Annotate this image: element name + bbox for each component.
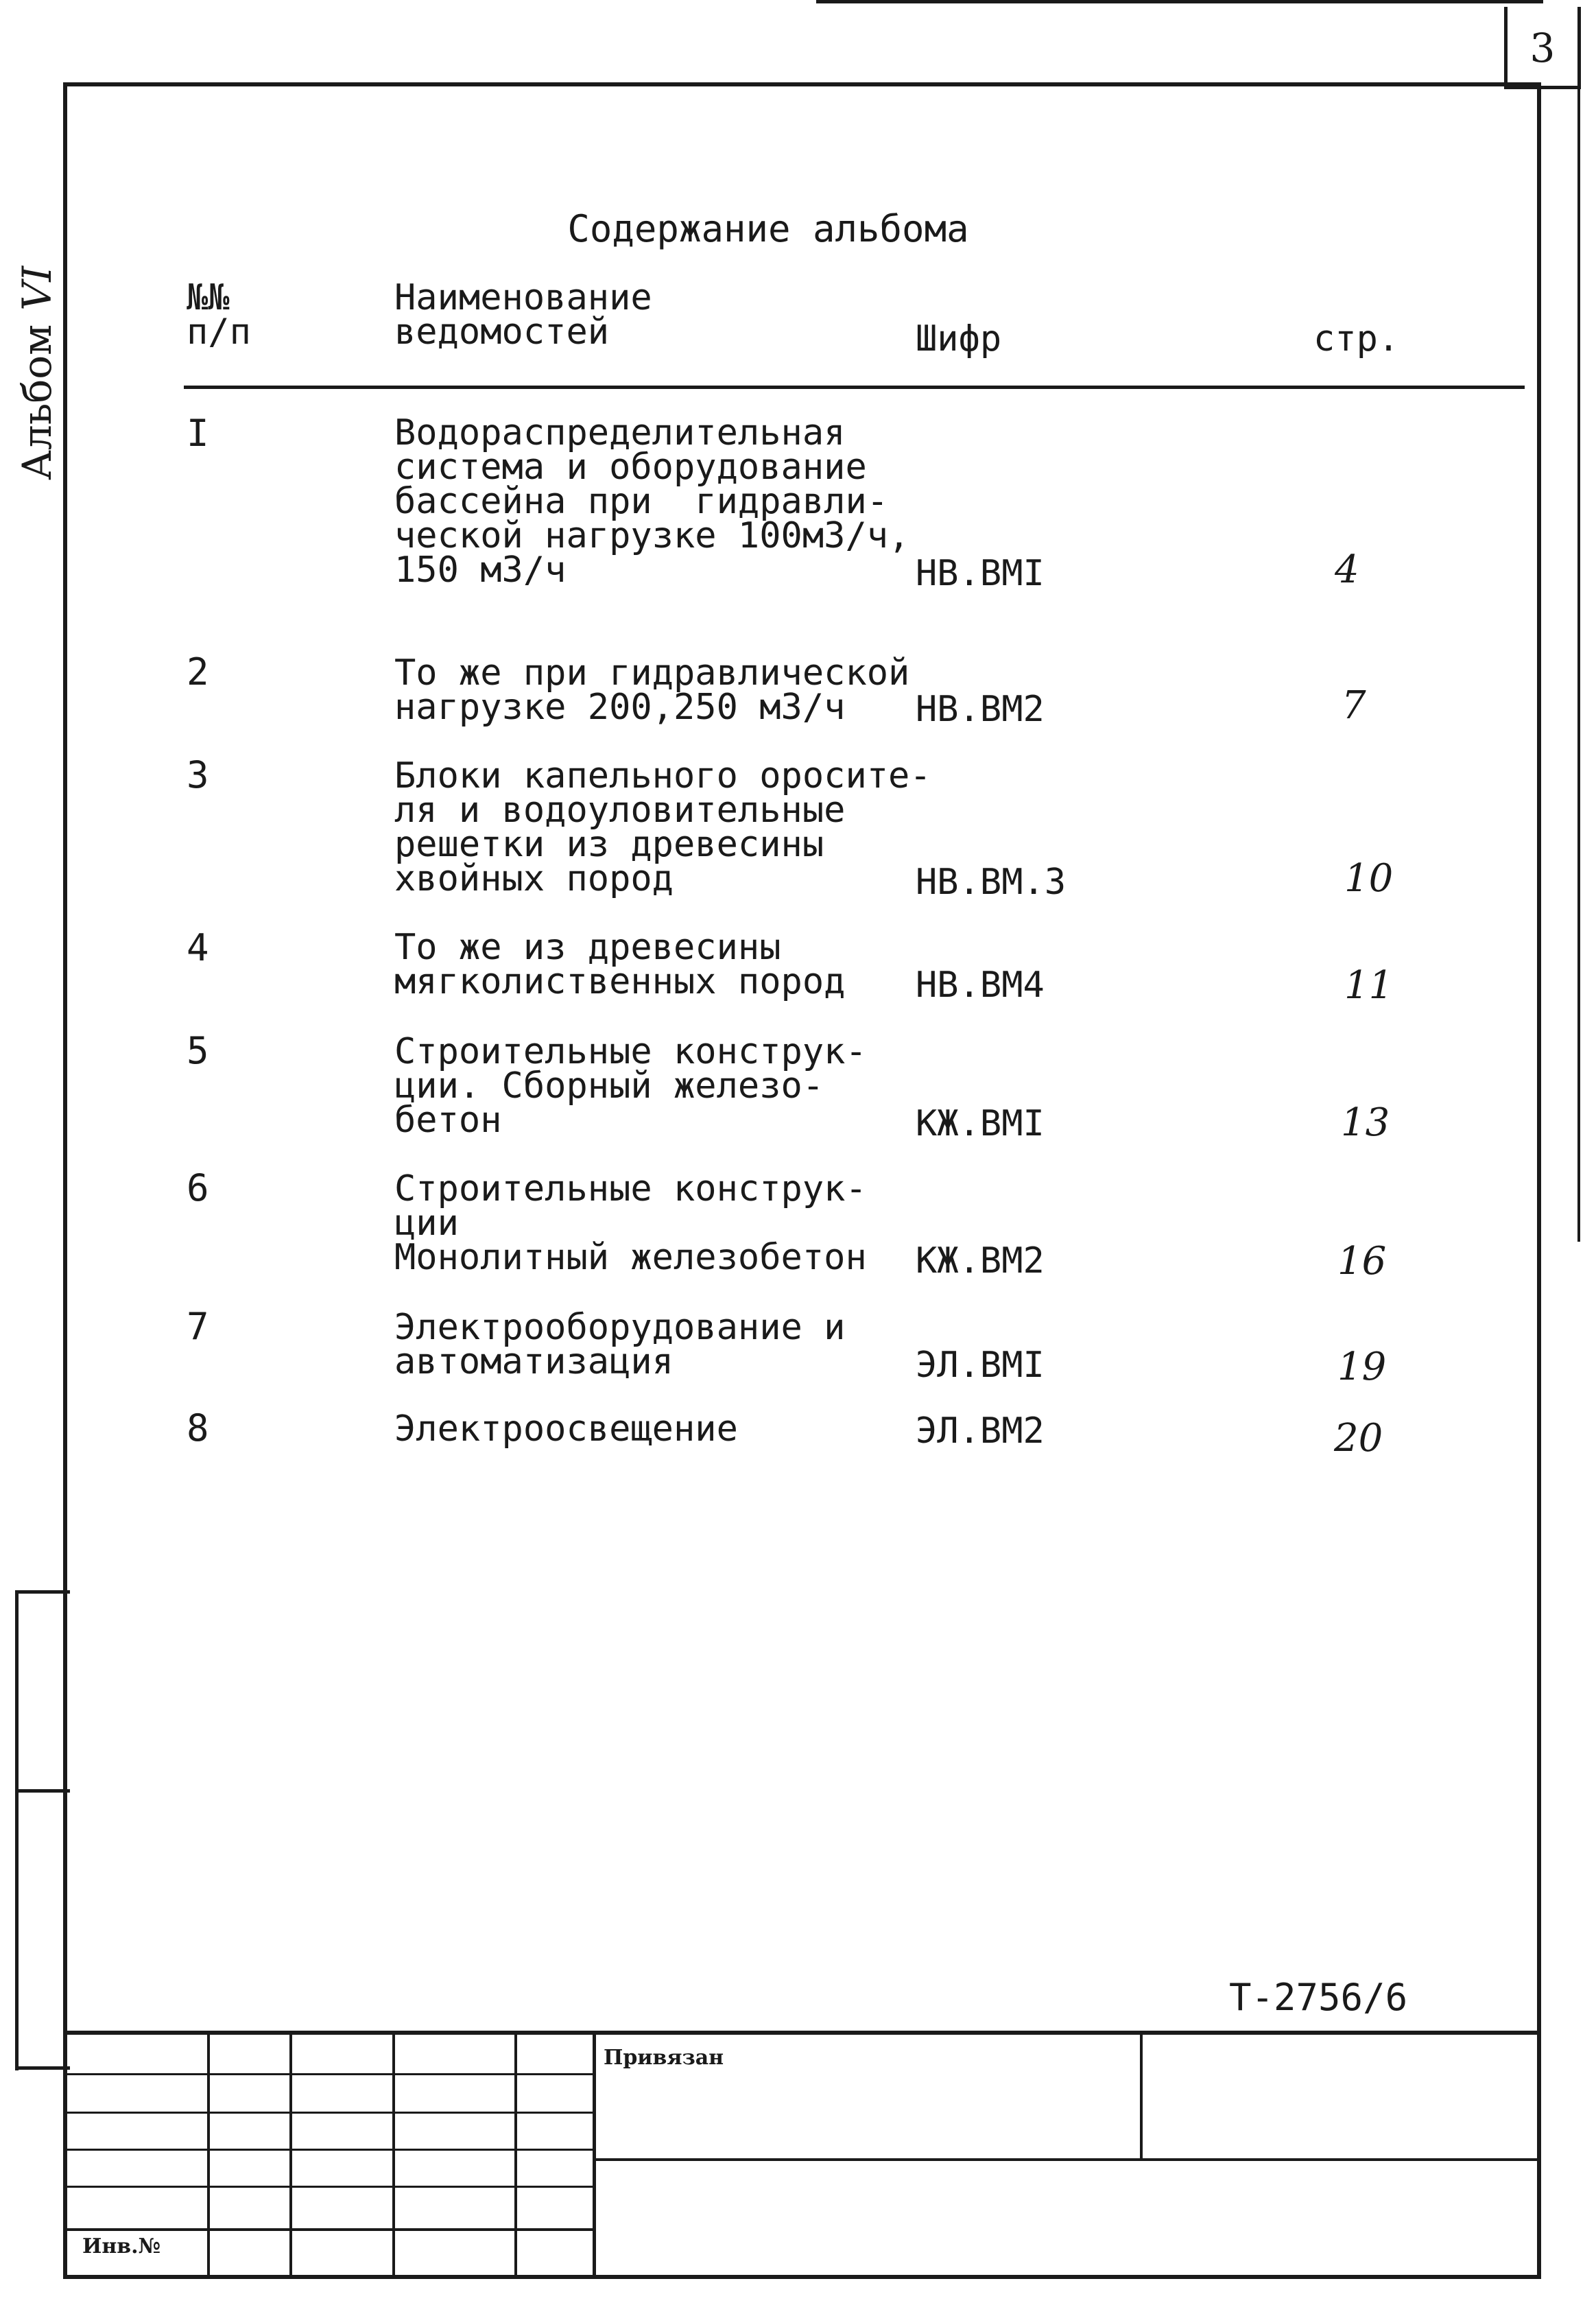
header-name-line1: Наименование (394, 277, 652, 318)
row-6-num: 6 (187, 1166, 209, 1209)
left-stamp-line-1 (15, 1590, 70, 1594)
page-title: Содержание альбома (567, 207, 969, 250)
row-8-name: Электроосвещение (394, 1408, 738, 1450)
title-block-row-5 (63, 2228, 593, 2231)
album-side-label (14, 266, 60, 480)
row-5-code: КЖ.ВМI (916, 1103, 1045, 1144)
row-8-code: ЭЛ.ВМ2 (916, 1410, 1045, 1452)
title-block-row-4 (63, 2186, 593, 2188)
top-edge-line (816, 0, 1543, 3)
row-6-name: Строительные конструк- ции Монолитный железобетон (394, 1168, 867, 1278)
row-4-code: НВ.ВМ4 (916, 965, 1045, 1006)
title-block-row-1 (63, 2073, 593, 2075)
row-1-page: 4 (1335, 547, 1359, 592)
row-3-num: 3 (187, 753, 209, 796)
row-3-name: Блоки капельного оросите- ля и водоуловительные решетки из древесины хвойных пород (394, 755, 931, 899)
left-stamp-line-2 (15, 1789, 70, 1793)
row-6-page: 16 (1337, 1239, 1387, 1284)
left-stamp-line-3 (15, 2066, 70, 2070)
sheet-number: 3 (1529, 25, 1556, 71)
row-1-code: НВ.ВМI (916, 553, 1045, 594)
title-block-col-5 (593, 2031, 596, 2279)
row-4-page: 11 (1344, 963, 1394, 1008)
left-stamp-border (15, 1590, 19, 2070)
row-2-code: НВ.ВМ2 (916, 689, 1045, 730)
title-block-col-3 (392, 2031, 395, 2279)
row-5-num: 5 (187, 1029, 209, 1072)
title-block-col-4 (514, 2031, 517, 2279)
row-7-page: 19 (1337, 1345, 1387, 1389)
row-7-name: Электрооборудование и автоматизация (394, 1307, 846, 1382)
row-8-page: 20 (1334, 1416, 1383, 1461)
header-name-line2: ведомостей (394, 311, 610, 353)
row-3-page: 10 (1344, 856, 1394, 901)
inventory-label: Инв.№ (82, 2234, 161, 2258)
title-block-mid-line (593, 2158, 1541, 2161)
title-block-col-2 (289, 2031, 292, 2279)
row-5-page: 13 (1341, 1100, 1390, 1145)
title-block-col-6 (1140, 2031, 1143, 2161)
row-5-name: Строительные конструк- ции. Сборный железо- бетон (394, 1031, 867, 1141)
row-7-num: 7 (187, 1305, 209, 1348)
frame-right-edge (1577, 89, 1580, 1242)
title-block-top (63, 2031, 1541, 2035)
album-volume: VI (14, 265, 60, 311)
row-1-name: Водораспределительная система и оборудование бассейна при гидравли- ческой нагрузке 100м3/ч, 150 м3/ч (394, 412, 910, 591)
title-block-row-3 (63, 2149, 593, 2151)
row-8-num: 8 (187, 1406, 209, 1450)
title-block-row-2 (63, 2112, 593, 2114)
document-code: Т-2756/6 (1229, 1976, 1408, 2019)
row-2-name: То же при гидравлической нагрузке 200,250 м3/ч (394, 652, 910, 728)
header-code: Шифр (916, 318, 1002, 359)
title-block-col-1 (207, 2031, 210, 2279)
row-2-page: 7 (1342, 683, 1366, 728)
row-1-num: I (187, 412, 209, 455)
attached-label: Привязан (604, 2046, 724, 2070)
row-4-name: То же из древесины мягколиственных пород (394, 927, 846, 1002)
header-num-line2: п/п (187, 311, 251, 353)
row-2-num: 2 (187, 650, 209, 694)
row-3-code: НВ.ВМ.3 (916, 862, 1067, 903)
sheet-number-box (1504, 7, 1581, 89)
header-num-line1: №№ (187, 277, 230, 318)
album-label-text: Альбом (14, 324, 60, 480)
header-rule (184, 386, 1525, 389)
header-page: стр. (1313, 318, 1400, 359)
row-4-num: 4 (187, 926, 209, 969)
row-6-code: КЖ.ВМ2 (916, 1240, 1045, 1282)
row-7-code: ЭЛ.ВМI (916, 1345, 1045, 1386)
